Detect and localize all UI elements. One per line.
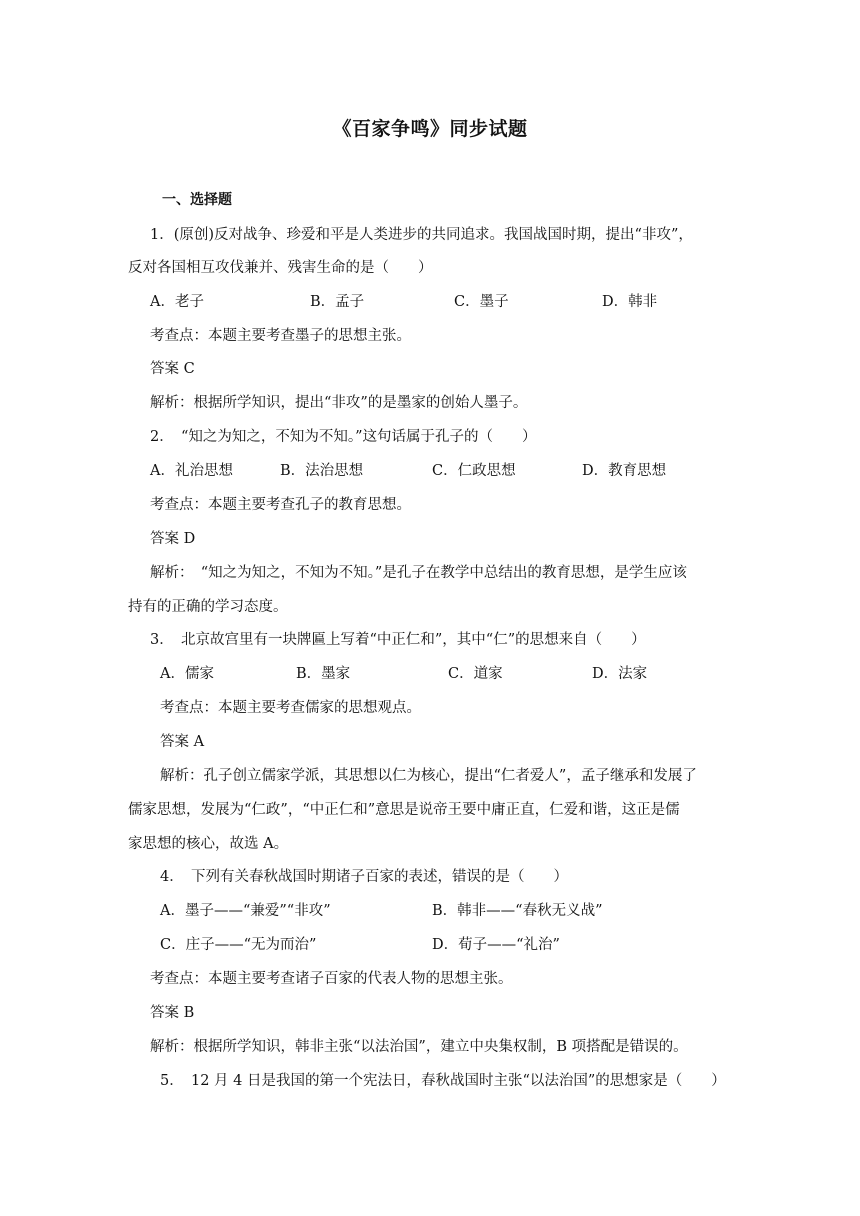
q3-stem: 3． 北京故宫里有一块牌匾上写着“中正仁和”，其中“仁”的思想来自（ ） — [150, 632, 646, 648]
q3-analysis-line3: 家思想的核心，故选 A。 — [128, 836, 289, 852]
q4-stem: 4． 下列有关春秋战国时期诸子百家的表述，错误的是（ ） — [160, 869, 568, 885]
q1-option-c: C．墨子 — [454, 294, 509, 310]
q3-analysis-line1: 解析：孔子创立儒家学派，其思想以仁为核心，提出“仁者爱人”，孟子继承和发展了 — [160, 768, 697, 784]
q3-analysis-line2: 儒家思想，发展为“仁政”，“中正仁和”意思是说帝王要中庸正直，仁爱和谐，这正是儒 — [128, 802, 680, 818]
q1-option-d: D．韩非 — [602, 294, 658, 310]
q4-options-row2 — [160, 935, 760, 955]
q2-option-b: B．法治思想 — [280, 463, 364, 479]
q2-options — [150, 461, 750, 481]
q2-option-a: A．礼治思想 — [150, 463, 233, 479]
q4-analysis: 解析：根据所学知识，韩非主张“以法治国”，建立中央集权制，B 项搭配是错误的。 — [150, 1039, 688, 1055]
q2-analysis-line1: 解析： “知之为知之，不知为不知。”是孔子在教学中总结出的教育思想，是学生应该 — [150, 565, 687, 581]
q3-option-b: B．墨家 — [296, 666, 351, 682]
section-heading: 一、选择题 — [162, 192, 232, 208]
q4-answer: 答案 B — [150, 1005, 195, 1021]
q1-stem-line1: 1．(原创)反对战争、珍爱和平是人类进步的共同追求。我国战国时期，提出“非攻”， — [150, 227, 693, 243]
q1-options — [150, 292, 750, 312]
q2-answer: 答案 D — [150, 531, 196, 547]
q2-kaochadian: 考查点：本题主要考查孔子的教育思想。 — [150, 497, 411, 513]
q4-option-b: B．韩非——“春秋无义战” — [432, 903, 603, 919]
q3-answer: 答案 A — [160, 734, 205, 750]
q4-option-a: A．墨子——“兼爱”“非攻” — [160, 903, 331, 919]
q2-stem: 2． “知之为知之，不知为不知。”这句话属于孔子的（ ） — [150, 429, 537, 445]
q2-analysis-line2: 持有的正确的学习态度。 — [128, 599, 288, 615]
q5-stem: 5． 12 月 4 日是我国的第一个宪法日，春秋战国时主张“以法治国”的思想家是（ ） — [160, 1073, 726, 1089]
page-title: 《百家争鸣》同步试题 — [332, 118, 528, 140]
q2-option-d: D．教育思想 — [582, 463, 667, 479]
q2-option-c: C．仁政思想 — [432, 463, 516, 479]
q1-stem-line2: 反对各国相互攻伐兼并、残害生命的是（ ） — [128, 260, 433, 276]
q1-kaochadian: 考查点：本题主要考查墨子的思想主张。 — [150, 328, 411, 344]
q1-analysis: 解析：根据所学知识，提出“非攻”的是墨家的创始人墨子。 — [150, 395, 528, 411]
q1-option-a: A．老子 — [150, 294, 204, 310]
q3-option-a: A．儒家 — [160, 666, 214, 682]
q3-options — [160, 664, 760, 684]
q1-option-b: B．孟子 — [310, 294, 365, 310]
q4-options-row1 — [160, 901, 760, 921]
q4-option-c: C．庄子——“无为而治” — [160, 937, 317, 953]
q4-kaochadian: 考查点：本题主要考查诸子百家的代表人物的思想主张。 — [150, 971, 513, 987]
q3-kaochadian: 考查点：本题主要考查儒家的思想观点。 — [160, 700, 421, 716]
q4-option-d: D．荀子——“礼治” — [432, 937, 560, 953]
q3-option-c: C．道家 — [448, 666, 503, 682]
q1-answer: 答案 C — [150, 361, 195, 377]
q3-option-d: D．法家 — [592, 666, 648, 682]
